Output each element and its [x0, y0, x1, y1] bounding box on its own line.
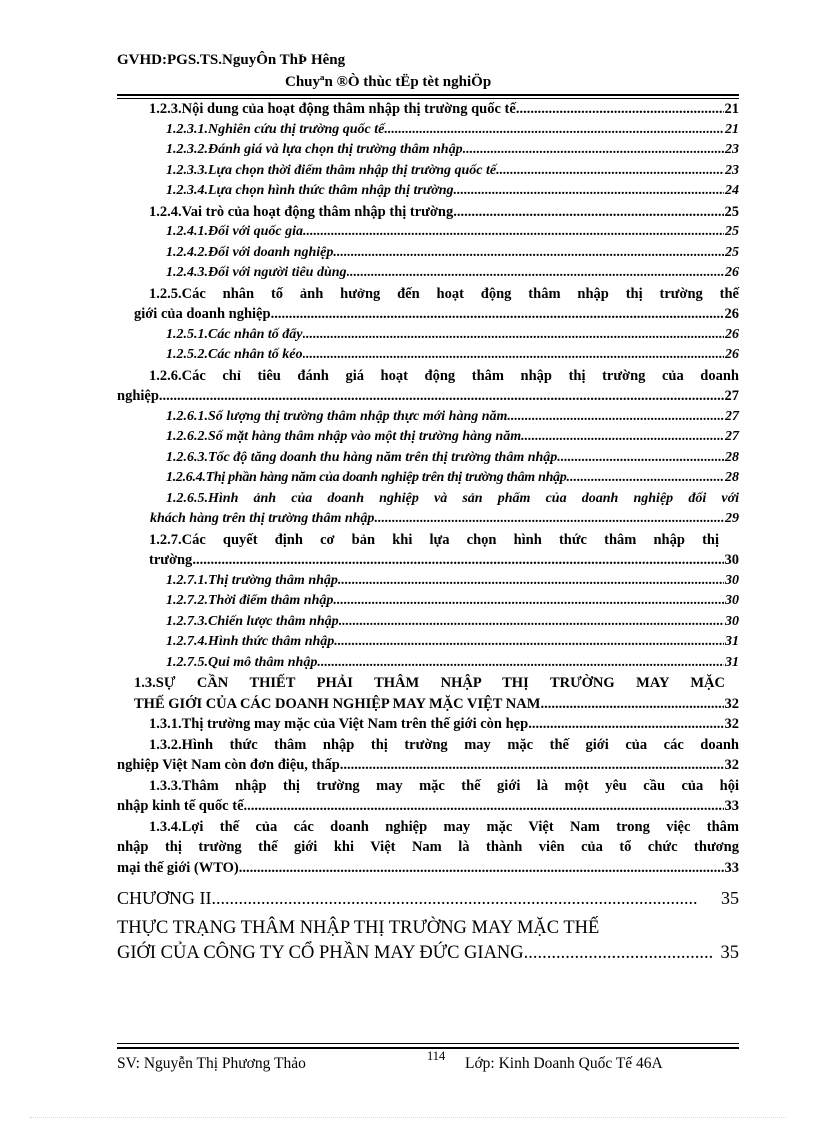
leader-dots	[211, 886, 698, 910]
leader-dots	[347, 263, 724, 284]
toc-page: 31	[725, 634, 739, 649]
leader-dots	[333, 591, 724, 612]
toc-title: 1.2.3.3.Lựa chọn thời điểm thâm nhập thị trường quốc tế	[166, 162, 497, 178]
toc-page: 23	[725, 142, 739, 157]
toc-title-line1: 1.2.6.Các chỉ tiêu đánh giá hoạt động thâm nhập thị trường của doanh	[149, 367, 739, 384]
toc-entry-1-3-2[interactable]	[117, 735, 739, 776]
toc-entry-1-3[interactable]	[117, 673, 739, 714]
toc-entry-chapter-2-title[interactable]	[117, 916, 739, 965]
toc-title: mại thế giới (WTO)	[117, 859, 239, 876]
toc-title: 1.2.7.3.Chiến lược thâm nhập	[166, 613, 339, 629]
toc-entry-1-2-7-2[interactable]	[117, 591, 739, 612]
toc-title: khách hàng trên thị trường thâm nhập	[150, 511, 375, 526]
leader-dots	[244, 796, 724, 817]
leader-dots	[333, 243, 724, 264]
header-title: Chuyªn ®Ò thùc tËp tèt nghiÖp	[285, 74, 492, 90]
toc-title: 1.2.7.5.Qui mô thâm nhập	[166, 654, 318, 670]
toc-title: 1.2.6.3.Tốc độ tăng doanh thu hàng năm trên thị trường thâm nhập	[166, 449, 558, 465]
toc-page: 28	[725, 470, 739, 485]
toc-entry-1-2-6-3[interactable]	[117, 448, 739, 469]
toc-title: nhập kinh tế quốc tế	[117, 798, 244, 814]
leader-dots	[303, 325, 724, 346]
toc-title: nghiệp Việt Nam còn đơn điệu, thấp.	[117, 757, 344, 773]
toc-entry-1-2-4-2[interactable]	[117, 243, 739, 264]
toc-page: 33	[724, 859, 739, 876]
toc-title: 1.2.6.2.Số mặt hàng thâm nhập vào một thị trường hàng năm	[166, 429, 522, 444]
toc-entry-1-2-6-1[interactable]	[117, 407, 739, 428]
toc-title: 1.2.7.1.Thị trường thâm nhập	[166, 572, 338, 588]
leader-dots	[507, 407, 724, 428]
toc-title-line2: nhập thị trường thế giới khi Việt Nam là thành viên của tổ chức thương	[117, 839, 739, 855]
page-edge-divider	[30, 1117, 786, 1118]
toc-entry-1-2-3-1[interactable]	[117, 120, 739, 141]
leader-dots	[192, 550, 723, 571]
toc-page: 30	[725, 572, 739, 588]
leader-dots	[540, 694, 723, 715]
toc-title: trường	[149, 552, 193, 568]
leader-dots	[303, 345, 724, 366]
toc-page: 25	[725, 244, 739, 260]
header-rule-thick	[117, 94, 739, 96]
toc-page: 26	[725, 326, 739, 342]
toc-page: 30	[724, 552, 739, 568]
toc-page: 32	[724, 757, 739, 773]
toc-page: 32	[724, 716, 739, 732]
toc-title: 1.2.3.4.Lựa chọn hình thức thâm nhập thị trường	[166, 183, 454, 198]
toc-title: 1.2.6.1.Số lượng thị trường thâm nhập thực mới hàng năm	[166, 408, 508, 424]
toc-page: 31	[725, 654, 739, 670]
leader-dots	[496, 161, 724, 182]
leader-dots	[528, 714, 723, 735]
leader-dots	[343, 755, 723, 776]
leader-dots	[566, 468, 724, 489]
leader-dots	[338, 571, 724, 592]
toc-entry-1-2-4[interactable]	[117, 202, 739, 223]
toc-entry-1-2-7-5[interactable]	[117, 653, 739, 674]
toc-title: 1.2.5.1.Các nhân tố đẩy	[166, 326, 303, 342]
leader-dots	[334, 632, 724, 653]
toc-page: 27	[725, 408, 739, 424]
toc-title: 1.2.7.2.Thời điểm thâm nhập	[166, 593, 334, 608]
leader-dots	[521, 427, 724, 448]
toc-entry-1-2-3-3[interactable]	[117, 161, 739, 182]
toc-page: 27	[724, 388, 739, 404]
toc-title: 1.2.6.4.Thị phần hàng năm của doanh nghiệp trên thị trường thâm nhập	[166, 470, 567, 485]
toc-entry-1-2-5[interactable]	[117, 284, 739, 325]
toc-title: 1.2.4.1.Đối với quốc gia	[166, 224, 304, 239]
toc-title: 1.2.3.Nội dung của hoạt động thâm nhập thị trường quốc tế	[149, 101, 516, 117]
toc-page: 26	[725, 265, 739, 280]
toc-page: 26	[724, 306, 739, 322]
leader-dots	[339, 612, 724, 633]
toc-page: 35	[721, 888, 739, 908]
toc-title: 1.2.5.2.Các nhân tố kéo	[166, 347, 303, 362]
toc-entry-1-2-4-1[interactable]	[117, 222, 739, 243]
leader-dots	[463, 140, 724, 161]
toc-page: 21	[725, 121, 739, 137]
toc-title-line1: 1.3.SỰ CẦN THIẾT PHẢI THÂM NHẬP THỊ TRƯỜNG MAY MẶC	[134, 675, 725, 691]
leader-dots	[239, 858, 724, 879]
toc-title: 1.2.4.Vai trò của hoạt động thâm nhập thị trường	[149, 203, 454, 220]
toc-page: 25	[725, 224, 739, 239]
footer-rule-thin	[117, 1043, 739, 1044]
toc-title-line1: 1.2.6.5.Hình ảnh của doanh nghiệp và sản phẩm của doanh nghiệp đối với	[166, 490, 739, 506]
toc-page: 24	[725, 183, 739, 198]
toc-title: 1.2.4.2.Đối với doanh nghiệp	[166, 244, 334, 260]
toc-page: 30	[725, 593, 739, 608]
leader-dots	[303, 222, 724, 243]
toc-entry-1-2-7-1[interactable]	[117, 571, 739, 592]
footer-class: Lớp: Kinh Doanh Quốc Tế 46A	[465, 1055, 663, 1072]
toc-entry-1-2-7-4[interactable]	[117, 632, 739, 653]
toc-entry-chapter-2[interactable]	[117, 886, 739, 910]
leader-dots	[516, 99, 724, 120]
toc-title: CHƯƠNG II	[117, 888, 212, 908]
toc-entry-1-3-3[interactable]	[117, 776, 739, 817]
toc-page: 27	[725, 429, 739, 444]
toc-title-line1: THỰC TRẠNG THÂM NHẬP THỊ TRƯỜNG MAY MẶC THẾ	[117, 918, 600, 938]
toc-entry-1-2-5-2[interactable]	[117, 345, 739, 366]
toc-page: 30	[725, 613, 739, 629]
toc-page: 23	[725, 162, 739, 178]
toc-title: 1.2.3.1.Nghiên cứu thị trường quốc tế	[166, 121, 385, 137]
toc-page: 29	[725, 511, 739, 526]
toc-title-line1: 1.3.3.Thâm nhập thị trường may mặc thế giới là một yêu cầu của hội	[149, 777, 739, 794]
toc-entry-1-2-7-3[interactable]	[117, 612, 739, 633]
toc-page: 35	[720, 942, 739, 963]
leader-dots	[317, 653, 724, 674]
toc-entry-1-2-6-2[interactable]	[117, 427, 739, 448]
toc-entry-1-2-6[interactable]	[117, 366, 739, 407]
toc-page: 32	[724, 695, 739, 712]
leader-dots	[453, 202, 723, 223]
toc-entry-1-2-7[interactable]	[117, 530, 739, 571]
toc-entry-1-2-3-4[interactable]	[117, 181, 739, 202]
toc-title: GIỚI CỦA CÔNG TY CỔ PHẦN MAY ĐỨC GIANG	[117, 942, 524, 963]
toc-title: THẾ GIỚI CỦA CÁC DOANH NGHIỆP MAY MẶC VIỆT NAM	[134, 695, 541, 712]
toc-page: 26	[725, 347, 739, 362]
toc-entry-1-3-4[interactable]	[117, 817, 739, 879]
toc-title-line1: 1.3.4.Lợi thế của các doanh nghiệp may mặc Việt Nam trong việc thâm	[149, 818, 739, 835]
leader-dots	[159, 386, 724, 407]
toc-entry-1-2-3-2[interactable]	[117, 140, 739, 161]
leader-dots	[524, 941, 712, 966]
toc-page: 21	[724, 101, 739, 117]
leader-dots	[453, 181, 724, 202]
toc-entry-1-2-4-3[interactable]	[117, 263, 739, 284]
table-of-contents	[117, 99, 739, 965]
footer-student: SV: Nguyễn Thị Phương Thảo	[117, 1055, 306, 1072]
toc-title: giới của doanh nghiệp	[134, 306, 271, 322]
toc-page: 25	[724, 203, 739, 220]
leader-dots	[384, 120, 724, 141]
footer-page-number: 114	[427, 1049, 446, 1063]
toc-title-line1: 1.3.2.Hình thức thâm nhập thị trường may mặc thế giới của các doanh	[149, 736, 739, 753]
toc-entry-1-2-3[interactable]	[117, 99, 739, 120]
toc-title: 1.2.4.3.Đối với người tiêu dùng	[166, 265, 347, 280]
toc-page: 28	[725, 449, 739, 465]
header-advisor: GVHD:PGS.TS.NguyÔn ThÞ Hêng	[117, 52, 346, 68]
toc-entry-1-2-5-1[interactable]	[117, 325, 739, 346]
leader-dots	[557, 448, 724, 469]
toc-entry-1-2-6-4[interactable]	[117, 468, 739, 489]
leader-dots	[374, 509, 724, 530]
toc-title-line1: 1.2.7.Các quyết định cơ bản khi lựa chọn hình thức thâm nhập thị	[149, 531, 719, 548]
toc-entry-1-2-6-5[interactable]	[117, 489, 739, 530]
toc-entry-1-3-1[interactable]	[117, 714, 739, 735]
toc-page: 33	[724, 798, 739, 814]
toc-title: 1.2.7.4.Hình thức thâm nhập	[166, 634, 335, 649]
toc-title: nghiệp	[117, 388, 159, 404]
toc-title-line1: 1.2.5.Các nhân tố ảnh hưởng đến hoạt động thâm nhập thị trường thế	[149, 285, 739, 302]
toc-title: 1.2.3.2.Đánh giá và lựa chọn thị trường thâm nhập	[166, 142, 463, 157]
leader-dots	[271, 304, 724, 325]
toc-title: 1.3.1.Thị trường may mặc của Việt Nam trên thế giới còn hẹp	[149, 716, 529, 732]
